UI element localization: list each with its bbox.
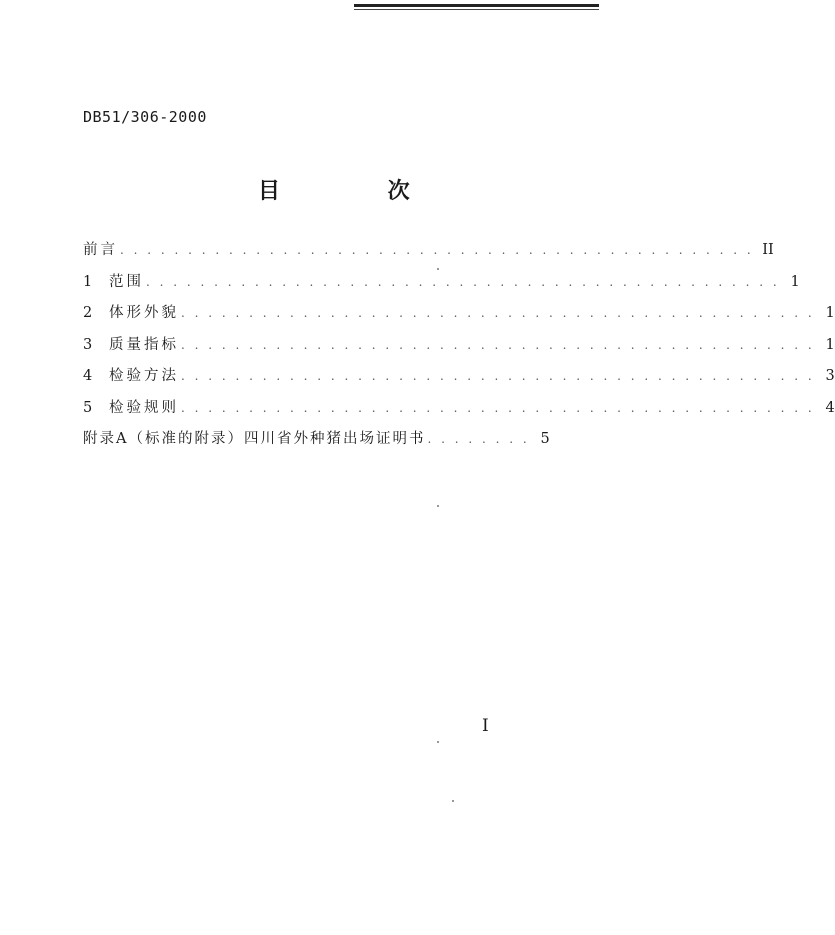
toc-entry-preface[interactable] [83,238,774,270]
toc-leader-dots: . . . . . . . . . . . . . . . . . . . . . . . . . . . . . . . . . . . . . . . . . . . . . . . [181,306,815,320]
scan-speck [437,268,439,270]
scan-speck [437,741,439,743]
toc-entry-page: 3 [825,368,835,384]
toc-entry-number: 4 [83,368,93,384]
toc-leader-dots: . . . . . . . . . . . . . . . . . . . . . . . . . . . . . . . . . . . . . . . . . . . . . . . [146,274,780,289]
toc-leader-dots: . . . . . . . . . . . . . . . . . . . . . . . . . . . . . . . . . . . . . . . . . . . . . . . [181,337,815,352]
toc-entry-number: 5 [83,399,93,416]
toc-entry-page: 1 [790,273,800,290]
toc-entry-label: 检验规则 [109,399,179,416]
toc-entry-number: 1 [83,273,93,290]
toc-entry-page: 4 [825,399,835,416]
standard-code: DB51/306-2000 [83,108,207,126]
header-rule-thin [354,9,599,10]
toc-leader-dots: . . . . . . . . . . . . . . . . . . . . . . . . . . . . . . . . . . . . . . . . . . . . . . . [120,243,754,257]
scan-speck [452,800,454,802]
toc-entry-quality[interactable] [83,333,835,365]
toc-entry-body-shape[interactable] [83,301,835,333]
toc-entry-scope[interactable] [83,270,800,302]
header-rule-thick [354,4,599,7]
toc-entry-page: II [762,242,774,258]
toc-entry-label: 体形外貌 [109,305,179,321]
table-of-contents [83,238,835,459]
toc-leader-dots: . . . . . . . . . . . . . . . . . . . . . . . . . . . . . . . . . . . . . . . . . . . . . . . [181,369,815,383]
toc-entry-label: 附录A（标准的附录）四川省外种猪出场证明书 [83,431,426,447]
toc-entry-inspection-rules[interactable] [83,396,835,428]
toc-entry-page: 1 [825,336,835,353]
toc-entry-number: 3 [83,336,93,353]
scan-speck [437,505,439,507]
toc-entry-appendix-a[interactable] [83,427,550,459]
toc-entry-page: 5 [540,431,550,447]
toc-entry-label: 前言 [83,242,118,258]
toc-leader-dots: . . . . . . . . . . . . . . . . . . . . . . . . . . . . . . . . . . . . . . . . . . . . . . . [181,400,815,415]
toc-entry-label: 检验方法 [109,368,179,384]
toc-entry-page: 1 [825,305,835,321]
page-number: I [482,716,489,736]
toc-title: 目 次 [258,179,460,204]
toc-entry-number: 2 [83,305,93,321]
toc-entry-label: 范围 [109,273,144,290]
toc-entry-label: 质量指标 [109,336,179,353]
toc-entry-test-methods[interactable] [83,364,835,396]
toc-leader-dots: . . . . . . . . [427,432,530,446]
